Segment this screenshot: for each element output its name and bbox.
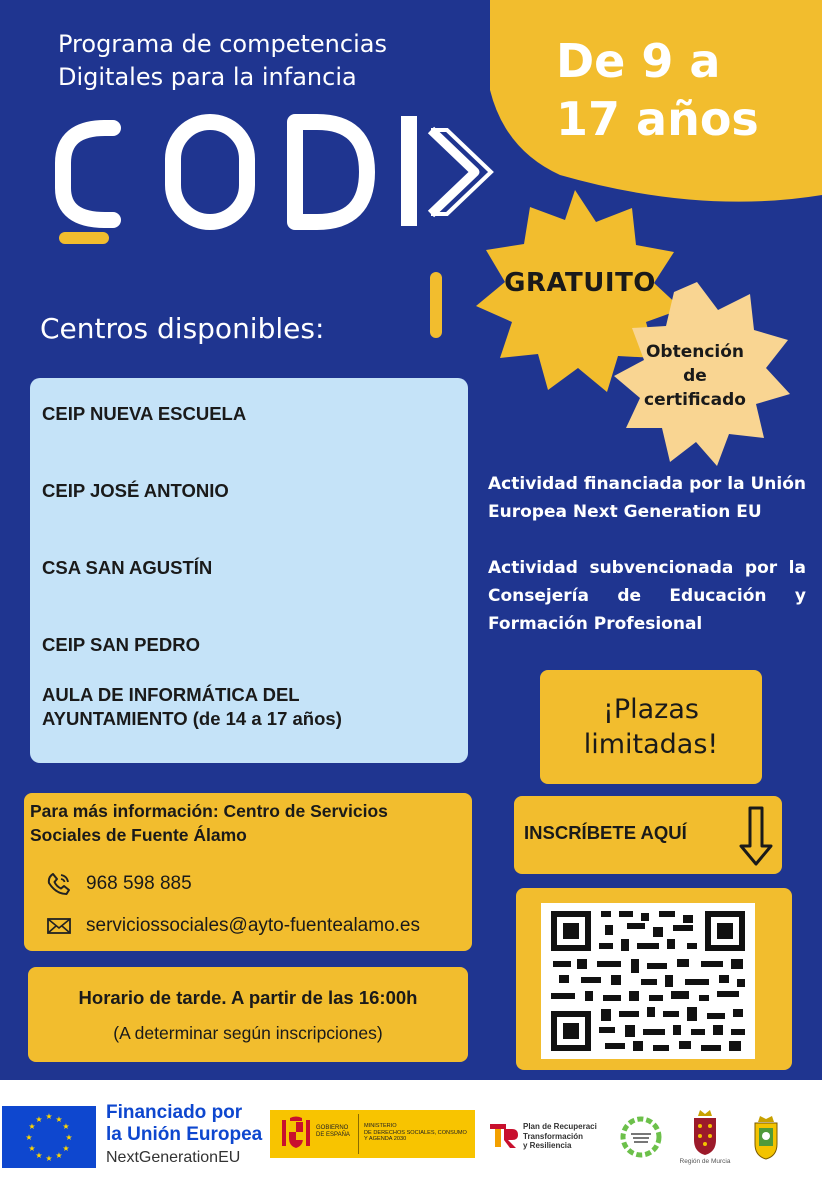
program-title-line2: Digitales para la infancia (58, 63, 357, 91)
eu-logo-line2: la Unión Europea (106, 1124, 263, 1145)
certificate-line1: Obtención (645, 342, 745, 362)
region-murcia-label: Región de Murcia (679, 1158, 731, 1165)
free-badge-label: GRATUITO (504, 268, 656, 298)
accent-bar (430, 272, 442, 338)
schedule-note: (A determinar según inscripciones) (113, 1023, 383, 1043)
svg-text:★: ★ (28, 1144, 36, 1153)
center-name: CEIP JOSÉ ANTONIO (42, 480, 229, 501)
email-address: serviciossociales@ayto-fuentealamo.es (86, 915, 420, 936)
recovery-plan-line3: y Resiliencia (523, 1141, 572, 1150)
center-name-detail: AYUNTAMIENTO (de 14 a 17 años) (42, 708, 342, 729)
center-item (42, 633, 462, 657)
phone-row[interactable] (46, 871, 192, 897)
email-icon (46, 916, 72, 936)
qr-code-icon[interactable] (541, 903, 755, 1059)
center-item (42, 683, 462, 731)
certificate-badge-label (620, 340, 770, 412)
eu-logo-line3: NextGenerationEU (106, 1149, 241, 1166)
gov-divider (358, 1114, 359, 1154)
contact-info-title (30, 799, 470, 847)
center-name: CSA SAN AGUSTÍN (42, 557, 213, 578)
contact-info-title-line2: Sociales de Fuente Álamo (30, 825, 247, 845)
gov-line1: GOBIERNO (316, 1125, 349, 1131)
center-item (42, 402, 462, 426)
register-label: INSCRÍBETE AQUÍ (524, 822, 687, 843)
centers-title: Centros disponibles: (40, 312, 325, 345)
ministry-text (364, 1123, 467, 1143)
svg-text:★: ★ (35, 1115, 43, 1124)
recovery-plan-line2: Transformación (523, 1131, 584, 1141)
limited-places-line2: limitadas! (583, 729, 719, 760)
limited-places-line1: ¡Plazas (603, 694, 699, 725)
spain-coat-of-arms-icon (280, 1116, 312, 1152)
certificate-line3: certificado (644, 390, 746, 410)
eu-funding-logo-text (106, 1102, 262, 1170)
svg-text:★: ★ (62, 1144, 70, 1153)
age-range-line2: 17 años (556, 92, 759, 146)
svg-text:★: ★ (65, 1133, 73, 1142)
svg-text:★: ★ (45, 1154, 53, 1163)
email-row[interactable] (46, 915, 420, 937)
child-poverty-logo-icon (620, 1116, 662, 1158)
region-funding-text: Actividad subvencionada por la Consejería de Educación y Formación Profesional (488, 558, 806, 634)
svg-text:★: ★ (55, 1115, 63, 1124)
contact-info-title-line1: Para más información: Centro de Servicios (30, 801, 388, 821)
center-name: AULA DE INFORMÁTICA DEL (42, 684, 300, 705)
svg-text:★: ★ (28, 1122, 36, 1131)
ministry-line1: MINISTERIO (364, 1123, 397, 1129)
recovery-plan-icon (488, 1120, 520, 1150)
ministry-line2: DE DERECHOS SOCIALES, CONSUMO (364, 1129, 467, 1136)
svg-text:★: ★ (35, 1151, 43, 1160)
center-name: CEIP SAN PEDRO (42, 634, 200, 655)
schedule-main: Horario de tarde. A partir de las 16:00h (78, 987, 418, 1008)
town-shield-icon (752, 1114, 780, 1160)
certificate-line2: de (683, 366, 707, 386)
recovery-plan-text (523, 1122, 597, 1151)
arrow-down-icon (738, 806, 774, 868)
svg-text:★: ★ (45, 1112, 53, 1121)
svg-text:★: ★ (25, 1133, 33, 1142)
contact-info-box (24, 793, 472, 951)
phone-icon (46, 871, 72, 897)
center-item (42, 479, 462, 503)
gov-text (316, 1125, 350, 1139)
ministry-line3: Y AGENDA 2030 (364, 1136, 407, 1142)
program-title-line1: Programa de competencias (58, 30, 387, 58)
eu-flag-icon (2, 1106, 96, 1168)
age-range-line1: De 9 a (556, 34, 721, 88)
funding-info (488, 470, 806, 666)
center-item (42, 556, 462, 580)
phone-number: 968 598 885 (86, 873, 192, 894)
region-murcia-shield-icon (692, 1110, 718, 1156)
eu-logo-line1: Financiado por (106, 1102, 243, 1123)
recovery-plan-line1: Plan de Recuperaci (523, 1122, 597, 1131)
centers-list (30, 378, 468, 763)
center-name: CEIP NUEVA ESCUELA (42, 403, 247, 424)
svg-text:★: ★ (62, 1122, 70, 1131)
svg-text:★: ★ (55, 1151, 63, 1160)
eu-funding-text: Actividad financiada por la Unión Europea Next Generation EU (488, 474, 806, 522)
gov-line2: DE ESPAÑA (316, 1132, 350, 1138)
limited-places-box (540, 670, 762, 784)
schedule-box (28, 967, 468, 1062)
